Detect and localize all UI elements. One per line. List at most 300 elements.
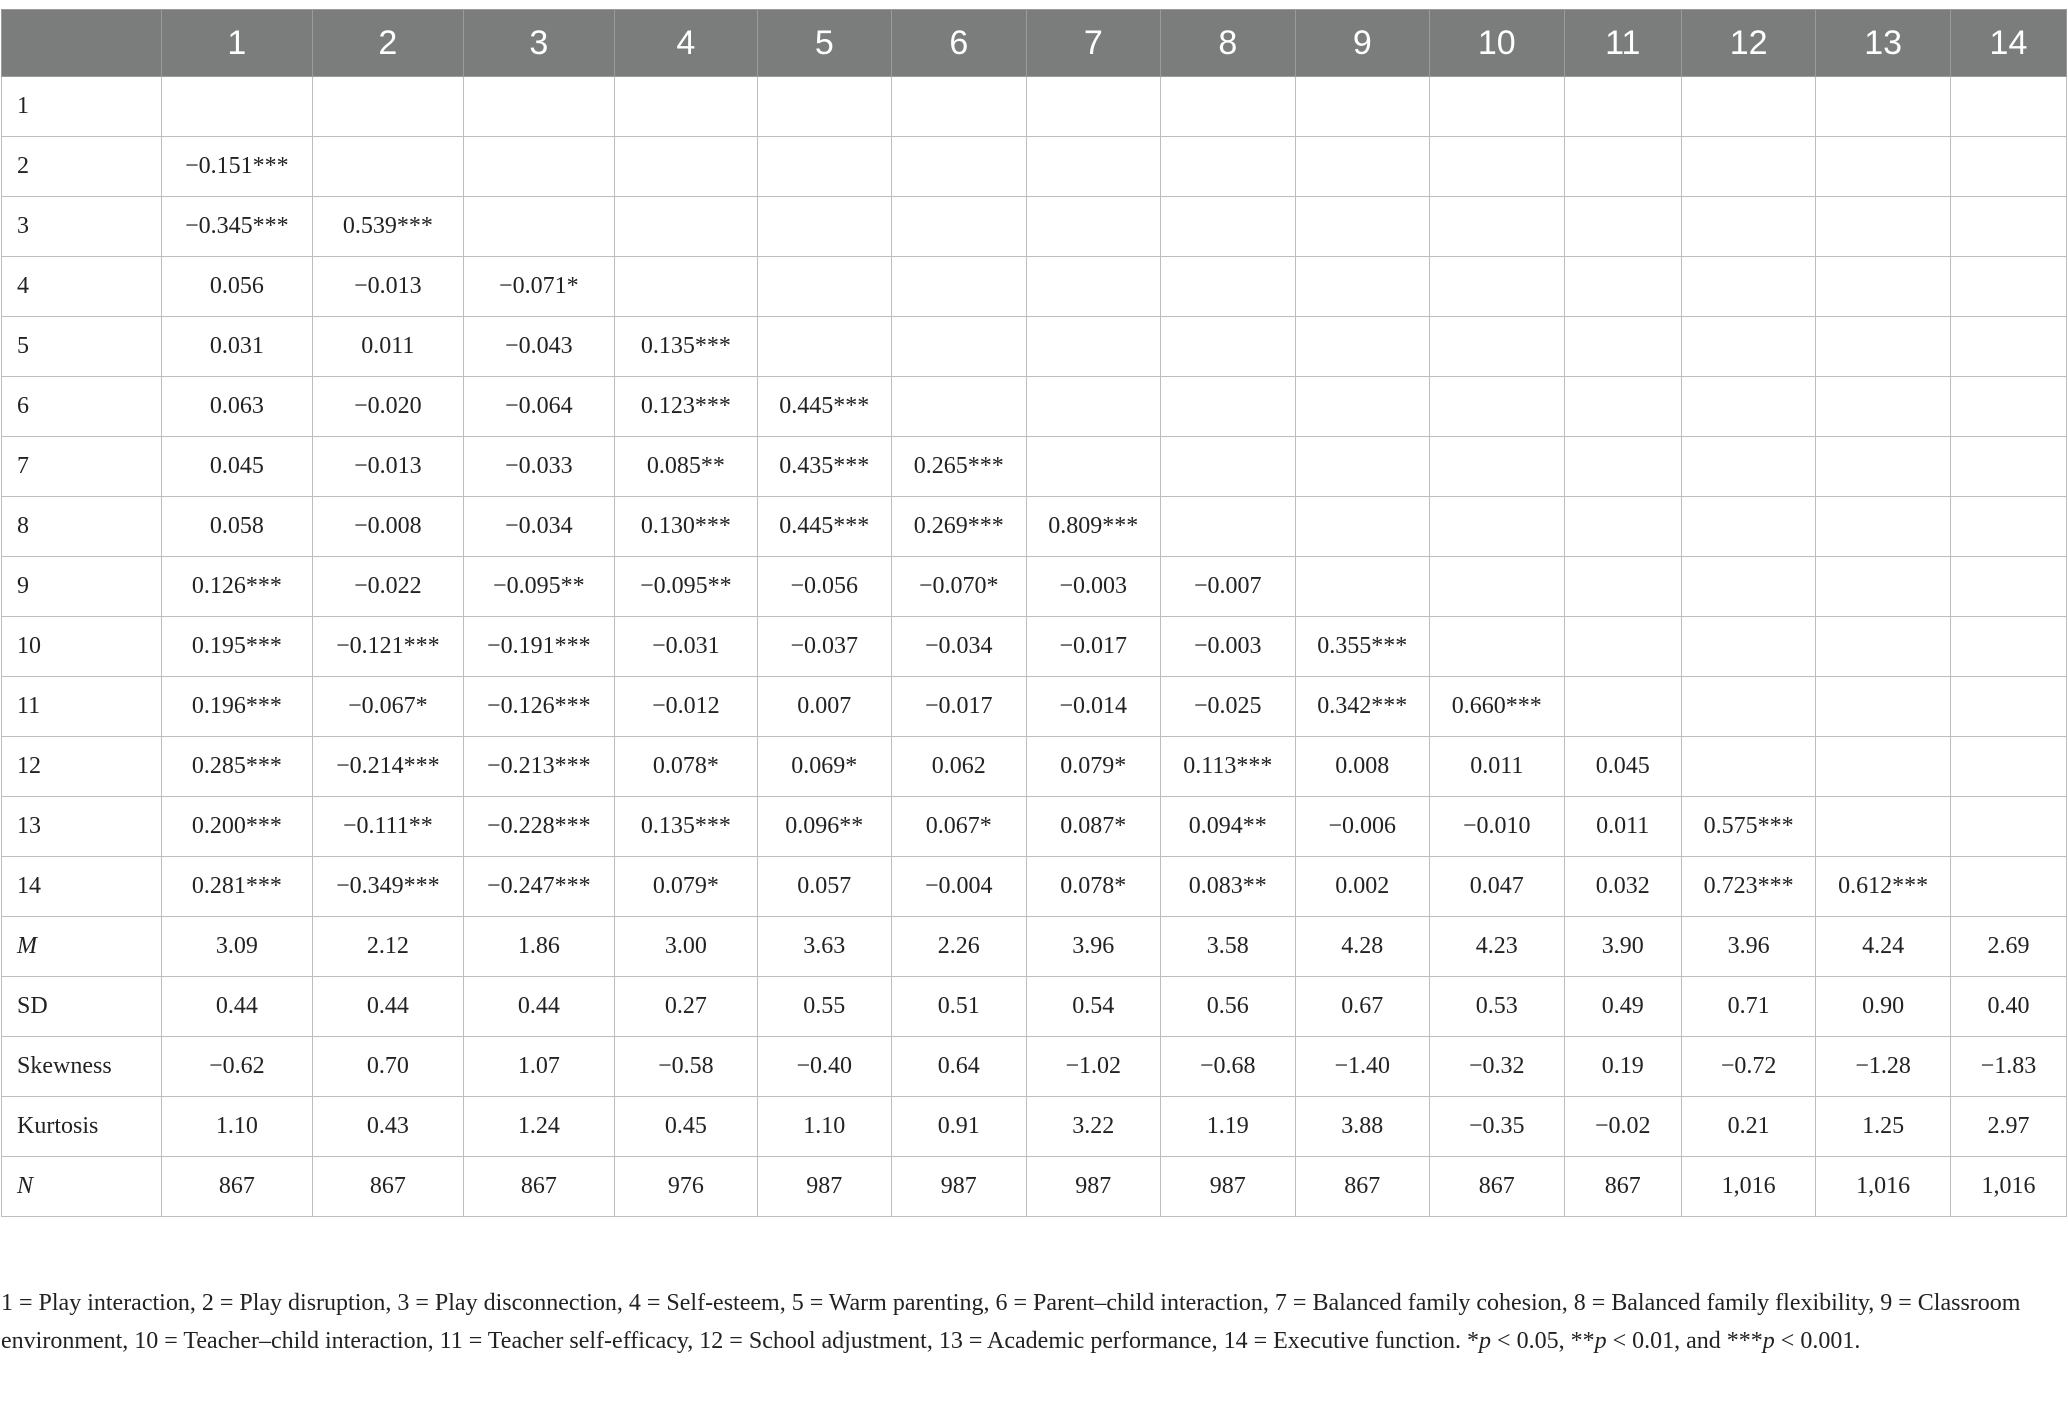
table-cell [1295, 197, 1430, 257]
table-cell [1816, 377, 1951, 437]
table-cell [1564, 377, 1681, 437]
table-cell: −0.056 [757, 557, 892, 617]
row-label: N [2, 1157, 162, 1217]
table-cell: 0.011 [1430, 737, 1565, 797]
table-cell: −0.025 [1161, 677, 1296, 737]
table-cell [1430, 257, 1565, 317]
table-cell: 0.91 [892, 1097, 1027, 1157]
table-row [2, 737, 2067, 797]
table-cell [1161, 437, 1296, 497]
table-cell: 0.079* [615, 857, 757, 917]
table-cell: −0.68 [1161, 1037, 1296, 1097]
table-cell [1950, 857, 2066, 917]
column-header-11: 11 [1564, 10, 1681, 77]
table-cell [1816, 197, 1951, 257]
p-symbol-1: p [1479, 1328, 1492, 1354]
table-row [2, 977, 2067, 1037]
sig-stars-2: ** [1570, 1328, 1595, 1354]
table-cell: 987 [1161, 1157, 1296, 1217]
table-cell: −0.004 [892, 857, 1027, 917]
table-cell: 0.19 [1564, 1037, 1681, 1097]
table-cell: 0.53 [1430, 977, 1565, 1037]
table-cell: −0.349*** [313, 857, 463, 917]
table-cell: −0.214*** [313, 737, 463, 797]
table-cell: 0.281*** [161, 857, 313, 917]
table-cell: 0.057 [757, 857, 892, 917]
table-cell: 0.007 [757, 677, 892, 737]
table-cell [1430, 137, 1565, 197]
table-cell: 0.809*** [1026, 497, 1161, 557]
table-cell: 0.085** [615, 437, 757, 497]
table-cell: 0.44 [463, 977, 615, 1037]
table-cell: −0.034 [463, 497, 615, 557]
table-body [2, 77, 2067, 1217]
row-label: 9 [2, 557, 162, 617]
table-cell: −0.064 [463, 377, 615, 437]
table-cell: −0.02 [1564, 1097, 1681, 1157]
table-cell: 1,016 [1681, 1157, 1816, 1217]
table-cell: 3.09 [161, 917, 313, 977]
table-cell [1564, 137, 1681, 197]
table-cell [1295, 437, 1430, 497]
table-cell [1681, 557, 1816, 617]
table-cell [463, 77, 615, 137]
column-header-5: 5 [757, 10, 892, 77]
table-cell: 0.045 [161, 437, 313, 497]
table-cell [1295, 497, 1430, 557]
table-cell [1681, 617, 1816, 677]
table-cell: −0.345*** [161, 197, 313, 257]
table-cell: 0.56 [1161, 977, 1296, 1037]
table-cell [1681, 737, 1816, 797]
table-cell: −0.095** [463, 557, 615, 617]
table-cell: 867 [161, 1157, 313, 1217]
table-cell [1430, 317, 1565, 377]
table-header [2, 10, 2067, 77]
table-cell [1295, 557, 1430, 617]
table-cell [1564, 197, 1681, 257]
table-cell [1430, 77, 1565, 137]
table-cell [1161, 197, 1296, 257]
table-cell: −0.067* [313, 677, 463, 737]
table-cell [757, 137, 892, 197]
table-cell: 867 [463, 1157, 615, 1217]
table-cell: 2.12 [313, 917, 463, 977]
table-cell: 3.90 [1564, 917, 1681, 977]
table-cell [1681, 377, 1816, 437]
table-cell: −0.151*** [161, 137, 313, 197]
table-cell [1564, 497, 1681, 557]
table-cell: 0.40 [1950, 977, 2066, 1037]
table-cell: −0.58 [615, 1037, 757, 1097]
table-cell: −0.32 [1430, 1037, 1565, 1097]
table-cell: 0.55 [757, 977, 892, 1037]
table-cell [757, 197, 892, 257]
row-label: 8 [2, 497, 162, 557]
table-cell: 0.44 [161, 977, 313, 1037]
table-cell: 0.285*** [161, 737, 313, 797]
table-row [2, 257, 2067, 317]
table-cell: 0.063 [161, 377, 313, 437]
column-header-9: 9 [1295, 10, 1430, 77]
column-header-2: 2 [313, 10, 463, 77]
sig-threshold-1: < 0.05, [1491, 1328, 1571, 1354]
table-cell: 0.045 [1564, 737, 1681, 797]
table-cell [615, 77, 757, 137]
table-cell [1816, 497, 1951, 557]
table-cell [1161, 257, 1296, 317]
table-cell [1430, 617, 1565, 677]
table-row [2, 857, 2067, 917]
column-header-10: 10 [1430, 10, 1565, 77]
table-cell [1430, 557, 1565, 617]
table-cell [1026, 77, 1161, 137]
table-cell: −0.071* [463, 257, 615, 317]
table-cell: 0.435*** [757, 437, 892, 497]
table-cell [1950, 317, 2066, 377]
row-label: 6 [2, 377, 162, 437]
table-cell [1430, 437, 1565, 497]
table-cell: 0.123*** [615, 377, 757, 437]
table-cell: −0.008 [313, 497, 463, 557]
header-row [2, 10, 2067, 77]
table-cell: 0.031 [161, 317, 313, 377]
table-cell: 3.88 [1295, 1097, 1430, 1157]
table-cell [1295, 77, 1430, 137]
table-cell: 0.094** [1161, 797, 1296, 857]
table-cell: −1.02 [1026, 1037, 1161, 1097]
table-row [2, 677, 2067, 737]
table-cell: −0.003 [1161, 617, 1296, 677]
table-cell: 0.008 [1295, 737, 1430, 797]
header-corner-cell [2, 10, 162, 77]
table-cell: −0.111** [313, 797, 463, 857]
table-cell: 1,016 [1816, 1157, 1951, 1217]
table-cell [1816, 317, 1951, 377]
row-label: M [2, 917, 162, 977]
table-cell [1950, 677, 2066, 737]
table-cell [1950, 557, 2066, 617]
table-cell: 0.069* [757, 737, 892, 797]
table-cell: −0.037 [757, 617, 892, 677]
table-cell [1950, 617, 2066, 677]
table-cell [892, 137, 1027, 197]
table-row [2, 497, 2067, 557]
table-cell: −0.017 [1026, 617, 1161, 677]
table-cell [1295, 137, 1430, 197]
table-cell [1026, 437, 1161, 497]
table-cell: 1.25 [1816, 1097, 1951, 1157]
table-cell: −1.83 [1950, 1037, 2066, 1097]
table-cell: −0.010 [1430, 797, 1565, 857]
table-cell: 0.445*** [757, 377, 892, 437]
row-label: 1 [2, 77, 162, 137]
table-cell: −0.006 [1295, 797, 1430, 857]
table-cell: 3.22 [1026, 1097, 1161, 1157]
table-cell: 0.90 [1816, 977, 1951, 1037]
table-cell: 0.056 [161, 257, 313, 317]
table-cell: 3.63 [757, 917, 892, 977]
table-cell: 1.86 [463, 917, 615, 977]
table-cell: −0.228*** [463, 797, 615, 857]
table-cell [313, 137, 463, 197]
table-cell: 0.078* [1026, 857, 1161, 917]
table-cell [892, 377, 1027, 437]
table-cell: −0.40 [757, 1037, 892, 1097]
table-cell: 0.011 [313, 317, 463, 377]
table-cell: 0.126*** [161, 557, 313, 617]
table-row [2, 197, 2067, 257]
table-cell [1816, 737, 1951, 797]
table-cell: −1.40 [1295, 1037, 1430, 1097]
table-cell: −0.62 [161, 1037, 313, 1097]
table-cell: 1.10 [757, 1097, 892, 1157]
table-cell: −0.121*** [313, 617, 463, 677]
table-cell: −0.007 [1161, 557, 1296, 617]
table-cell: 4.28 [1295, 917, 1430, 977]
table-row [2, 377, 2067, 437]
table-cell [1026, 197, 1161, 257]
table-cell [1681, 677, 1816, 737]
table-cell: 987 [1026, 1157, 1161, 1217]
table-cell: −0.003 [1026, 557, 1161, 617]
table-cell: 0.079* [1026, 737, 1161, 797]
table-cell: −0.033 [463, 437, 615, 497]
row-label: Kurtosis [2, 1097, 162, 1157]
column-header-7: 7 [1026, 10, 1161, 77]
table-cell [1026, 137, 1161, 197]
table-cell: −0.247*** [463, 857, 615, 917]
table-cell: 867 [1564, 1157, 1681, 1217]
table-cell: 867 [1295, 1157, 1430, 1217]
p-symbol-3: p [1762, 1328, 1775, 1354]
table-cell: 0.087* [1026, 797, 1161, 857]
table-cell [892, 197, 1027, 257]
table-cell [757, 257, 892, 317]
table-cell: −0.191*** [463, 617, 615, 677]
table-cell: 0.67 [1295, 977, 1430, 1037]
table-cell [1816, 77, 1951, 137]
table-cell [1161, 377, 1296, 437]
table-cell: 0.200*** [161, 797, 313, 857]
column-header-12: 12 [1681, 10, 1816, 77]
table-cell [1816, 677, 1951, 737]
table-cell: 976 [615, 1157, 757, 1217]
table-cell: 0.011 [1564, 797, 1681, 857]
table-cell [1026, 377, 1161, 437]
table-cell: −0.012 [615, 677, 757, 737]
table-cell: 0.135*** [615, 317, 757, 377]
sig-threshold-2: < 0.01, and [1606, 1328, 1727, 1354]
table-row [2, 137, 2067, 197]
table-cell: −0.070* [892, 557, 1027, 617]
table-cell [1816, 617, 1951, 677]
table-cell: 0.49 [1564, 977, 1681, 1037]
table-cell: 2.69 [1950, 917, 2066, 977]
table-cell: −0.095** [615, 557, 757, 617]
table-cell: 3.58 [1161, 917, 1296, 977]
table-cell: 0.43 [313, 1097, 463, 1157]
table-cell: 0.269*** [892, 497, 1027, 557]
column-header-13: 13 [1816, 10, 1951, 77]
table-cell: 0.002 [1295, 857, 1430, 917]
table-cell: 0.54 [1026, 977, 1161, 1037]
table-cell: 0.660*** [1430, 677, 1565, 737]
table-cell: 4.23 [1430, 917, 1565, 977]
table-cell: 0.445*** [757, 497, 892, 557]
table-cell: 0.27 [615, 977, 757, 1037]
table-cell [1950, 77, 2066, 137]
table-cell: 0.355*** [1295, 617, 1430, 677]
table-cell: 0.032 [1564, 857, 1681, 917]
table-cell: 0.342*** [1295, 677, 1430, 737]
table-cell: 867 [313, 1157, 463, 1217]
table-row [2, 437, 2067, 497]
table-cell: 3.00 [615, 917, 757, 977]
column-header-3: 3 [463, 10, 615, 77]
row-label: 13 [2, 797, 162, 857]
table-cell [1950, 137, 2066, 197]
table-cell: −0.126*** [463, 677, 615, 737]
table-cell [1161, 317, 1296, 377]
table-cell: −1.28 [1816, 1037, 1951, 1097]
column-header-14: 14 [1950, 10, 2066, 77]
table-cell: −0.013 [313, 257, 463, 317]
table-cell [1681, 257, 1816, 317]
table-cell [1295, 317, 1430, 377]
table-cell: 3.96 [1026, 917, 1161, 977]
column-header-4: 4 [615, 10, 757, 77]
table-cell: 1.07 [463, 1037, 615, 1097]
table-cell [1816, 557, 1951, 617]
table-cell [1295, 257, 1430, 317]
row-label: Skewness [2, 1037, 162, 1097]
table-cell [313, 77, 463, 137]
row-label: 10 [2, 617, 162, 677]
table-cell [1681, 437, 1816, 497]
table-cell: 0.64 [892, 1037, 1027, 1097]
table-cell [1816, 437, 1951, 497]
table-cell: 4.24 [1816, 917, 1951, 977]
row-label: 7 [2, 437, 162, 497]
table-cell [892, 317, 1027, 377]
table-cell: 1.10 [161, 1097, 313, 1157]
table-cell [1026, 317, 1161, 377]
table-cell [1681, 197, 1816, 257]
table-cell: 867 [1430, 1157, 1565, 1217]
row-label: 2 [2, 137, 162, 197]
table-cell [1950, 797, 2066, 857]
row-label: 11 [2, 677, 162, 737]
table-row [2, 797, 2067, 857]
table-cell [757, 317, 892, 377]
table-cell: −0.043 [463, 317, 615, 377]
table-cell: 0.539*** [313, 197, 463, 257]
table-row [2, 617, 2067, 677]
table-cell [1950, 737, 2066, 797]
footnote-legend: 1 = Play interaction, 2 = Play disruption, 3 = Play disconnection, 4 = Self-esteem, 5 = Warm parenting, 6 = Parent–child interaction, 7 = Balanced family cohesion, 8 = Balanced family flexibility, 9 = Classroom environment, 10 = Teacher–child interaction, 11 = Teacher self-efficacy, 12 = School adjustment, 13 = Academic performance, 14 = Executive function. [1, 1290, 2021, 1354]
table-cell [615, 137, 757, 197]
table-cell [1950, 497, 2066, 557]
table-cell: −0.031 [615, 617, 757, 677]
table-cell [1681, 317, 1816, 377]
table-cell [615, 197, 757, 257]
table-cell [892, 257, 1027, 317]
table-cell: 0.196*** [161, 677, 313, 737]
table-cell [1950, 377, 2066, 437]
table-cell [463, 137, 615, 197]
sig-stars-1: * [1467, 1328, 1480, 1354]
table-cell [1564, 677, 1681, 737]
table-cell: 0.612*** [1816, 857, 1951, 917]
table-cell [757, 77, 892, 137]
table-cell [1681, 497, 1816, 557]
table-cell: 0.096** [757, 797, 892, 857]
row-label: 4 [2, 257, 162, 317]
table-row [2, 917, 2067, 977]
table-cell [1564, 437, 1681, 497]
row-label: 3 [2, 197, 162, 257]
table-cell [1430, 497, 1565, 557]
table-cell [1430, 377, 1565, 437]
row-label: 12 [2, 737, 162, 797]
table-cell [1681, 137, 1816, 197]
row-label: 14 [2, 857, 162, 917]
table-cell [1564, 557, 1681, 617]
table-row [2, 557, 2067, 617]
column-header-6: 6 [892, 10, 1027, 77]
table-cell: 0.113*** [1161, 737, 1296, 797]
table-cell [1161, 77, 1296, 137]
row-label: SD [2, 977, 162, 1037]
table-cell [161, 77, 313, 137]
table-cell: 0.44 [313, 977, 463, 1037]
table-cell: 1.24 [463, 1097, 615, 1157]
sig-threshold-3: < 0.001. [1774, 1328, 1861, 1354]
table-cell: 0.083** [1161, 857, 1296, 917]
sig-stars-3: *** [1726, 1328, 1763, 1354]
table-cell [1161, 497, 1296, 557]
table-cell [463, 197, 615, 257]
table-cell: −0.213*** [463, 737, 615, 797]
table-cell: 0.265*** [892, 437, 1027, 497]
row-label: 5 [2, 317, 162, 377]
column-header-8: 8 [1161, 10, 1296, 77]
table-cell: 1,016 [1950, 1157, 2066, 1217]
table-row [2, 317, 2067, 377]
table-row [2, 77, 2067, 137]
table-row [2, 1037, 2067, 1097]
table-cell: 2.26 [892, 917, 1027, 977]
table-cell: −0.020 [313, 377, 463, 437]
table-cell [1816, 257, 1951, 317]
table-cell: 0.51 [892, 977, 1027, 1037]
p-symbol-2: p [1594, 1328, 1607, 1354]
table-footnote [1, 1284, 2061, 1360]
table-cell: 3.96 [1681, 917, 1816, 977]
table-cell: −0.034 [892, 617, 1027, 677]
table-cell: 0.70 [313, 1037, 463, 1097]
table-cell: 987 [757, 1157, 892, 1217]
table-row [2, 1157, 2067, 1217]
table-cell: 0.71 [1681, 977, 1816, 1037]
table-cell [892, 77, 1027, 137]
table-cell [1564, 317, 1681, 377]
table-cell [1950, 197, 2066, 257]
table-cell [1564, 257, 1681, 317]
table-cell [1816, 797, 1951, 857]
table-cell: 0.575*** [1681, 797, 1816, 857]
